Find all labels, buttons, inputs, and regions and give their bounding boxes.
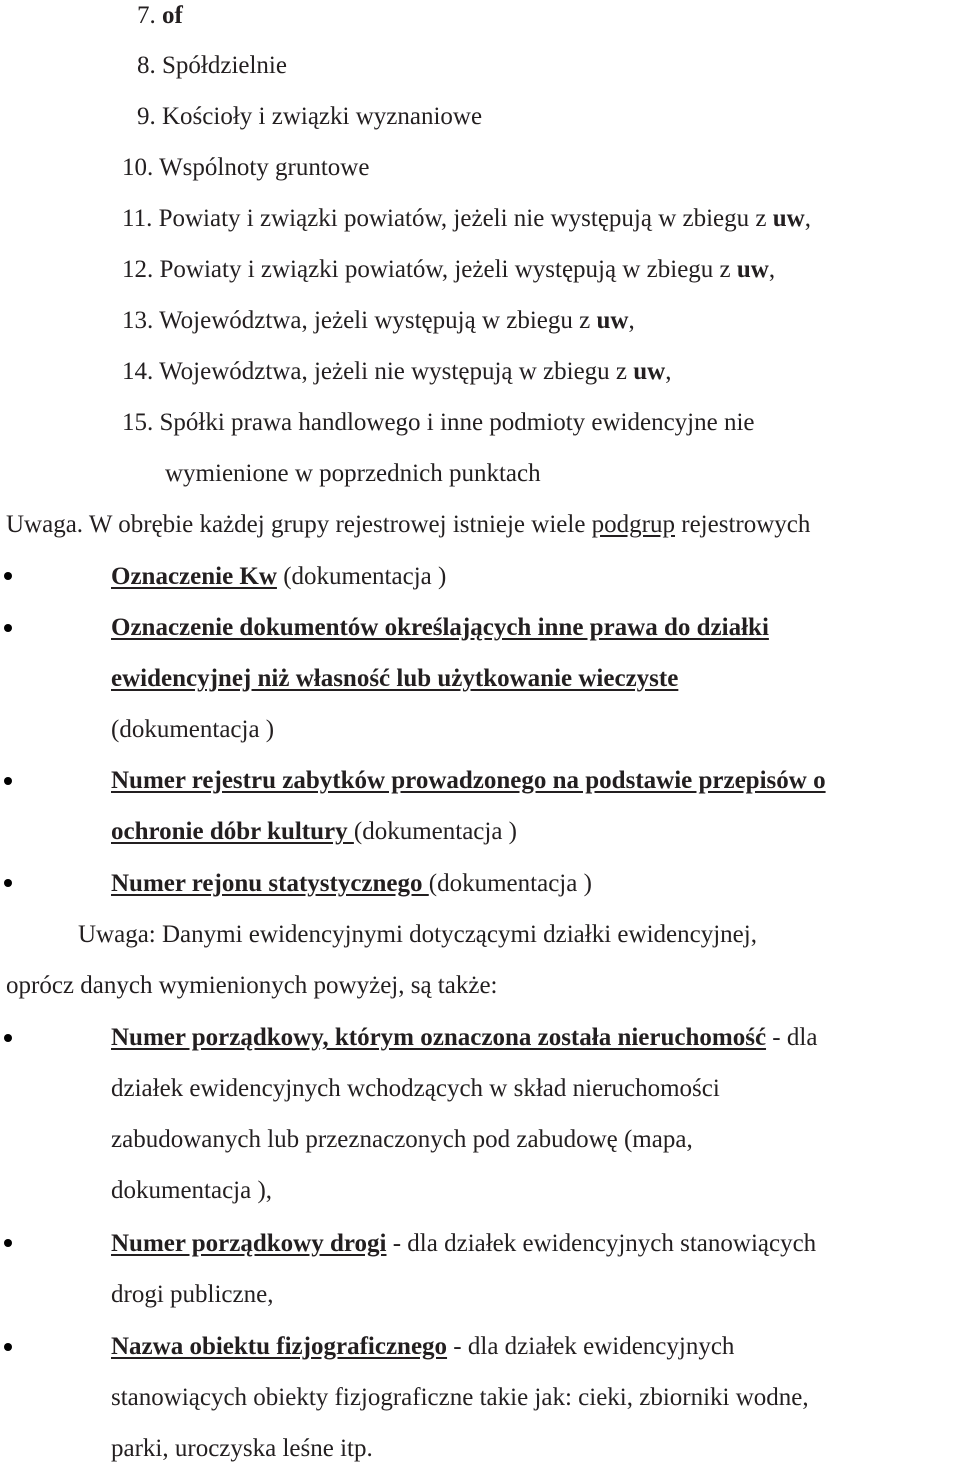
item-number: 8. [137, 52, 156, 79]
item-number: 7. [137, 2, 156, 29]
item-bold: uw [736, 256, 769, 283]
item-text: Województwa, jeżeli występują w zbiegu z [159, 307, 597, 334]
item-tail: , [628, 307, 635, 334]
note-text: Uwaga. W obrębie każdej grupy rejestrowej istnieje wiele [6, 511, 592, 538]
bullet-title: Oznaczenie dokumentów określających inne prawa do działki [111, 614, 769, 641]
bullet-rest: - dla działek ewidencyjnych stanowiących [386, 1230, 817, 1257]
bullet-title: Numer porządkowy drogi [111, 1230, 387, 1257]
item-bold: uw [596, 307, 629, 334]
bullet-item-continuation [111, 819, 517, 844]
list-item [122, 206, 811, 231]
list-item [137, 3, 183, 28]
bullet-title: Numer rejestru zabytków prowadzonego na podstawie przepisów o [111, 767, 826, 794]
bullet-item-continuation: drogi publiczne, [111, 1281, 274, 1308]
bullet-item-continuation: zabudowanych lub przeznaczonych pod zabudowę (mapa, [111, 1126, 693, 1153]
item-number: 14. [122, 358, 154, 385]
bullet-title: Oznaczenie Kw [111, 563, 277, 590]
item-tail: , [665, 358, 672, 385]
list-item [122, 155, 369, 180]
bullet-item-continuation: stanowiących obiekty fizjograficzne takie jak: cieki, zbiorniki wodne, [111, 1384, 809, 1411]
bullet-item [111, 871, 592, 896]
bullet-title: Numer rejonu statystycznego [111, 870, 429, 897]
bullet-title: ewidencyjnej niż własność lub użytkowanie wieczyste [111, 665, 679, 692]
list-item-continuation: wymienione w poprzednich punktach [165, 460, 541, 487]
bullet-rest: - dla działek ewidencyjnych [447, 1333, 735, 1360]
item-tail: , [768, 256, 776, 283]
item-bold: uw [633, 358, 666, 385]
item-number: 15. [122, 409, 154, 436]
note-underlined: podgrup [591, 511, 675, 538]
list-item [122, 308, 635, 333]
bullet-rest: - dla [766, 1024, 818, 1051]
item-text: Spółdzielnie [162, 52, 287, 79]
item-number: 9. [137, 103, 156, 130]
bullet-item-continuation [111, 666, 678, 691]
item-text: Kościoły i związki wyznaniowe [162, 103, 483, 130]
item-text: Województwa, jeżeli nie występują w zbiegu z [159, 358, 634, 385]
bullet-rest: (dokumentacja ) [353, 818, 517, 845]
bullet-title: Numer porządkowy, którym oznaczona została nieruchomość [111, 1024, 767, 1051]
bullet-item-continuation: (dokumentacja ) [111, 716, 275, 743]
item-text: of [162, 2, 183, 29]
item-number: 10. [122, 154, 154, 181]
item-number: 11. [122, 205, 153, 232]
bullet-icon [4, 1343, 12, 1351]
bullet-rest: (dokumentacja ) [428, 870, 592, 897]
item-number: 13. [122, 307, 154, 334]
bullet-item [111, 1231, 816, 1256]
bullet-icon [4, 1034, 12, 1042]
list-item [137, 53, 287, 78]
bullet-icon [4, 624, 12, 632]
list-item [137, 104, 482, 129]
bullet-rest: (dokumentacja ) [276, 563, 447, 590]
note-text-end: rejestrowych [675, 511, 811, 538]
item-text: Spółki prawa handlowego i inne podmioty ewidencyjne nie [159, 409, 755, 436]
bullet-item-continuation: działek ewidencyjnych wchodzących w skład nieruchomości [111, 1075, 720, 1102]
bullet-icon [4, 879, 12, 887]
bullet-icon [4, 1239, 12, 1247]
list-item [122, 359, 672, 384]
bullet-item [111, 564, 446, 589]
bullet-item-continuation: dokumentacja ), [111, 1177, 273, 1204]
bullet-item [111, 1334, 734, 1359]
item-bold: uw [772, 205, 805, 232]
note-paragraph-continuation: oprócz danych wymienionych powyżej, są także: [6, 972, 498, 999]
item-text: Powiaty i związki powiatów, jeżeli nie występują w zbiegu z [158, 205, 773, 232]
list-item [122, 410, 755, 435]
bullet-icon [4, 572, 12, 580]
item-text: Powiaty i związki powiatów, jeżeli występują w zbiegu z [159, 256, 737, 283]
bullet-item [111, 1025, 817, 1050]
item-text: Wspólnoty gruntowe [159, 154, 370, 181]
bullet-title: Nazwa obiektu fizjograficznego [111, 1333, 448, 1360]
note-paragraph: Uwaga: Danymi ewidencyjnymi dotyczącymi działki ewidencyjnej, [78, 921, 757, 948]
bullet-title: ochronie dóbr kultury [111, 818, 354, 845]
list-item [122, 257, 775, 282]
item-number: 12. [122, 256, 154, 283]
note-paragraph [6, 512, 810, 537]
bullet-item-continuation: parki, uroczyska leśne itp. [111, 1435, 373, 1462]
bullet-icon [4, 777, 12, 785]
bullet-item [111, 615, 769, 640]
bullet-item [111, 768, 826, 793]
item-tail: , [804, 205, 811, 232]
